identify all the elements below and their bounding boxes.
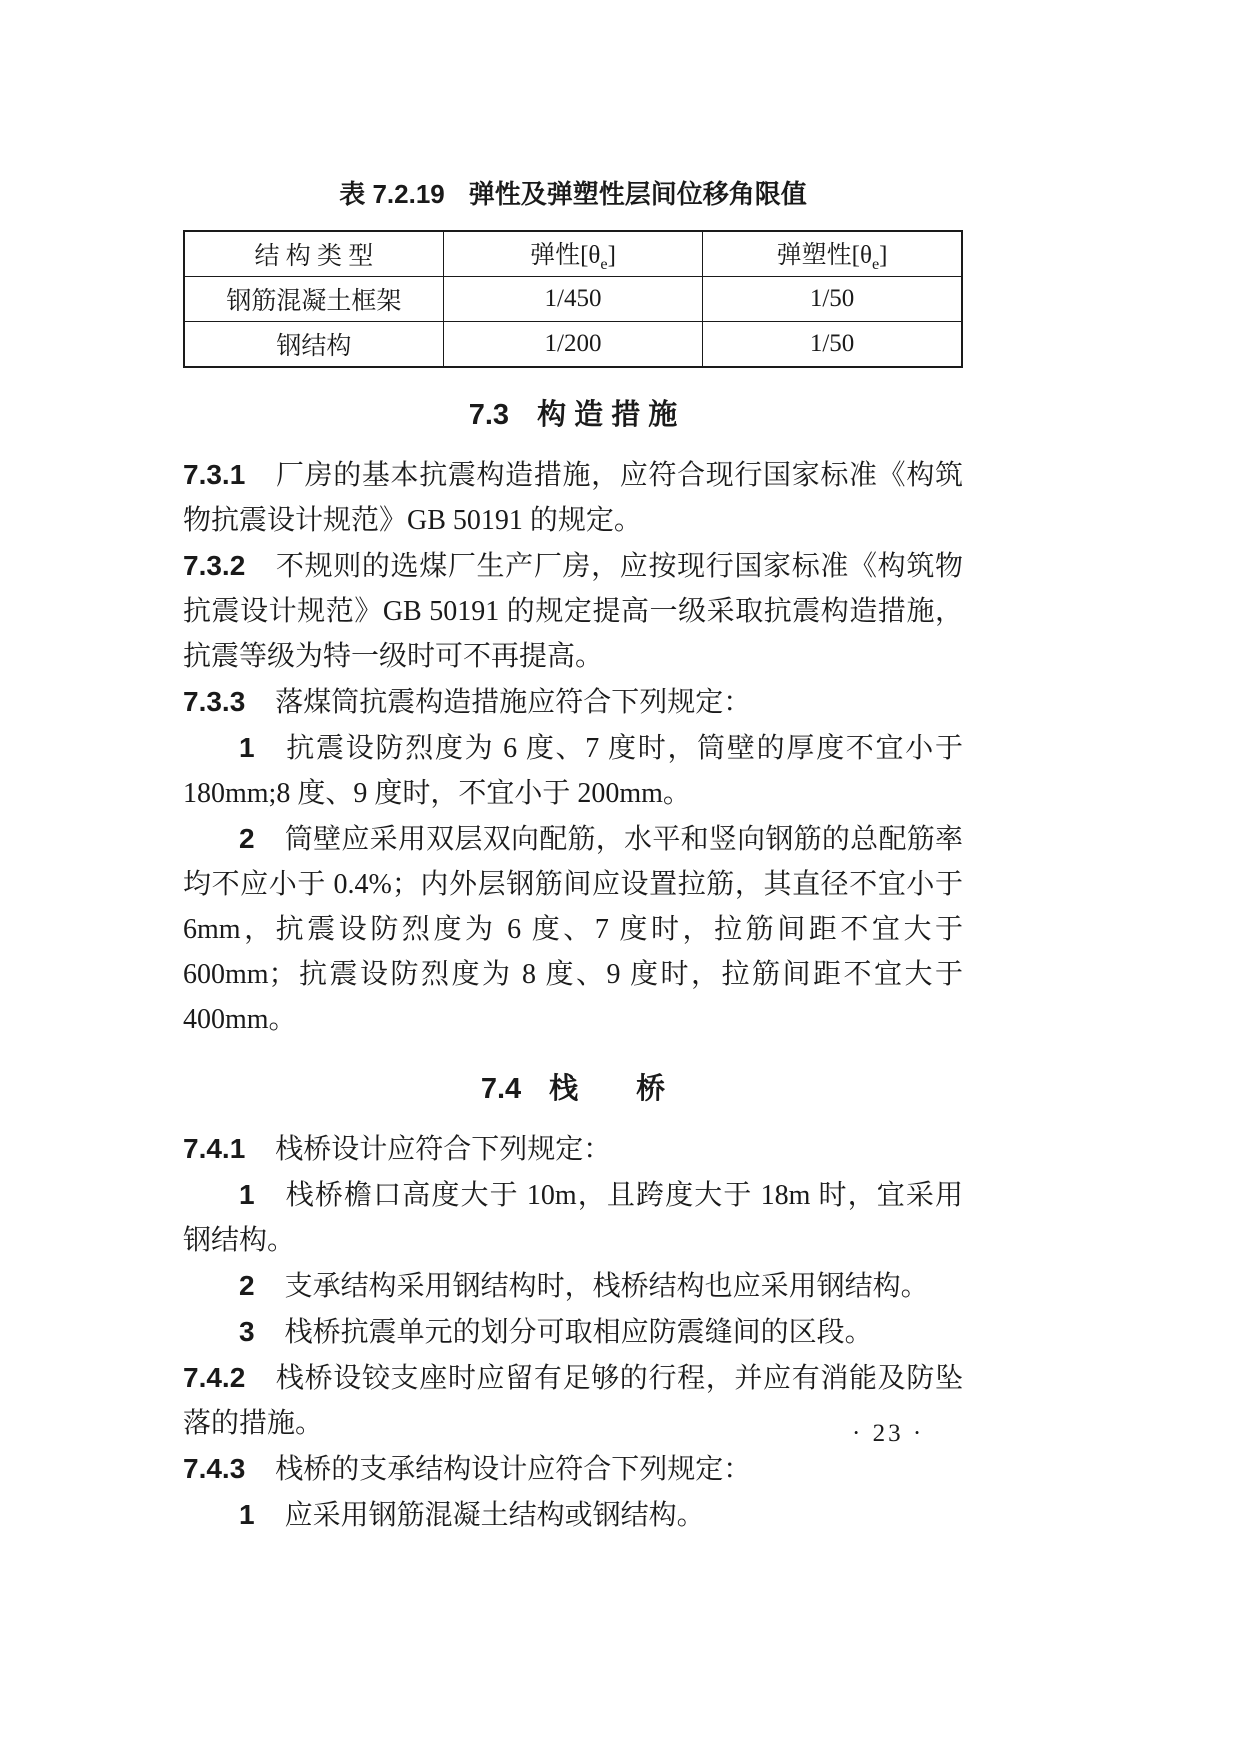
clause-number: 7.4.1 (183, 1133, 246, 1164)
item-number: 3 (239, 1316, 255, 1347)
cell-elastic-limit: 1/200 (443, 322, 702, 368)
cell-elastic-limit: 1/450 (443, 277, 702, 322)
header-elastic: 弹性$[\theta_e]$ (443, 231, 702, 277)
table-caption (183, 178, 963, 210)
clause-7-4-1 (183, 1126, 963, 1172)
section-number: 7.3 (468, 399, 510, 431)
item-text: 应采用钢筋混凝土结构或钢结构。 (284, 1500, 705, 1531)
clause-7-4-2 (183, 1355, 963, 1446)
clause-text: 栈桥设铰支座时应留有足够的行程，并应有消能及防坠落的措施。 (183, 1363, 963, 1439)
table-header-row (184, 231, 962, 277)
header-structure-type: 结 构 类 型 (184, 231, 443, 277)
clause-7-3-1 (183, 452, 963, 543)
clause-text: 厂房的基本抗震构造措施，应符合现行国家标准《构筑物抗震设计规范》GB 50191 的规定。 (183, 460, 963, 536)
cell-structure-type: 钢筋混凝土框架 (184, 277, 443, 322)
table-caption-title: 弹性及弹塑性层间位移角限值 (468, 179, 807, 209)
item-text: 支承结构采用钢结构时，栈桥结构也应采用钢结构。 (284, 1271, 929, 1302)
cell-plastic-limit: 1/50 (703, 322, 962, 368)
item-text: 筒壁应采用双层双向配筋，水平和竖向钢筋的总配筋率均不应小于 0.4%；内外层钢筋间应设置拉筋，其直径不宜小于 6mm，抗震设防烈度为 6 度、7 度时，拉筋间距不宜大于 600mm；抗震设防烈度为 8 度、9 度时，拉筋间距不宜大于 400mm。 (183, 824, 963, 1035)
section-number: 7.4 (480, 1073, 522, 1105)
table-row (184, 322, 962, 368)
clause-text: 栈桥的支承结构设计应符合下列规定： (275, 1454, 752, 1485)
section-heading-7-3 (183, 396, 963, 434)
clause-7-4-1-item-3 (183, 1309, 963, 1355)
clause-7-3-3-item-1 (183, 725, 963, 816)
section-heading-7-4 (183, 1070, 963, 1108)
item-text: 栈桥抗震单元的划分可取相应防震缝间的区段。 (284, 1317, 873, 1348)
clause-7-3-2 (183, 543, 963, 679)
page-number: · 23 · (852, 1420, 925, 1447)
clause-7-3-3-item-2 (183, 816, 963, 1042)
item-text: 栈桥檐口高度大于 10m，且跨度大于 18m 时，宜采用钢结构。 (183, 1180, 963, 1256)
section-title: 构 造 措 施 (537, 399, 678, 431)
item-number: 2 (239, 823, 255, 854)
table-row (184, 277, 962, 322)
item-number: 1 (239, 1499, 255, 1530)
section-title: 栈 桥 (549, 1073, 666, 1105)
clause-7-4-3-item-1 (183, 1492, 963, 1538)
clause-text: 不规则的选煤厂生产厂房，应按现行国家标准《构筑物抗震设计规范》GB 50191 的规定提高一级采取抗震构造措施，抗震等级为特一级时可不再提高。 (183, 551, 963, 672)
clause-7-3-3 (183, 679, 963, 725)
table-caption-number: 表 7.2.19 (339, 179, 445, 209)
header-elastoplastic: 弹塑性$[\theta_e]$ (703, 231, 962, 277)
clause-7-4-3 (183, 1446, 963, 1492)
clause-text: 落煤筒抗震构造措施应符合下列规定： (275, 687, 752, 718)
item-text: 抗震设防烈度为 6 度、7 度时，筒壁的厚度不宜小于 180mm;8 度、9 度时，不宜小于 200mm。 (183, 733, 963, 809)
item-number: 2 (239, 1270, 255, 1301)
item-number: 1 (239, 732, 255, 763)
cell-plastic-limit: 1/50 (703, 277, 962, 322)
item-number: 1 (239, 1179, 255, 1210)
clause-number: 7.3.1 (183, 459, 246, 490)
clause-7-4-1-item-1 (183, 1172, 963, 1263)
page-content (183, 178, 963, 1538)
clause-number: 7.4.3 (183, 1453, 246, 1484)
clause-number: 7.3.3 (183, 686, 246, 717)
clause-text: 栈桥设计应符合下列规定： (275, 1134, 612, 1165)
clause-number: 7.4.2 (183, 1362, 246, 1393)
clause-7-4-1-item-2 (183, 1263, 963, 1309)
cell-structure-type: 钢结构 (184, 322, 443, 368)
clause-number: 7.3.2 (183, 550, 246, 581)
drift-limits-table (183, 230, 963, 368)
